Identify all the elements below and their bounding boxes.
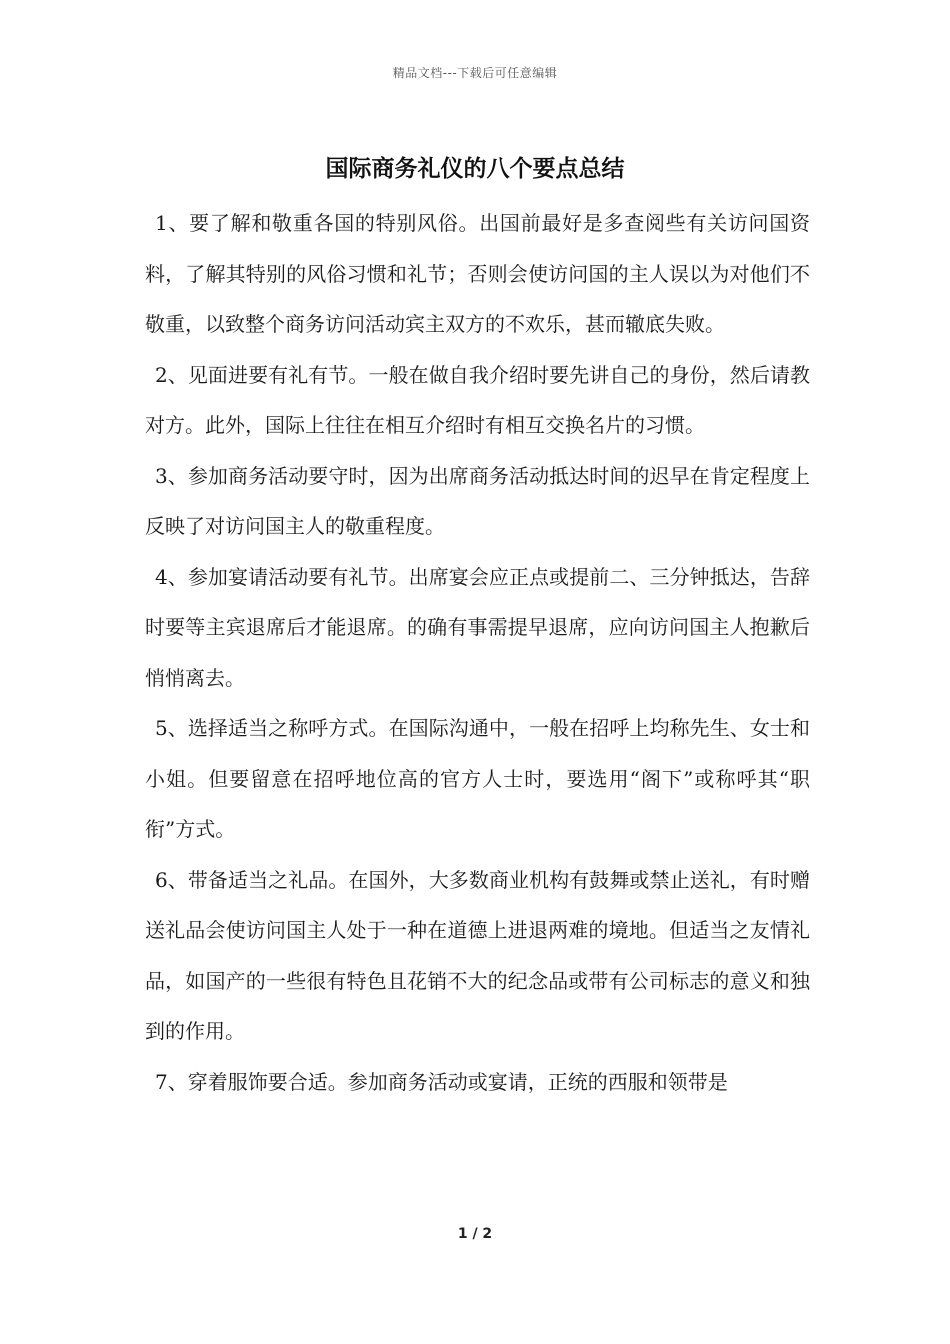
paragraph-6: 6、带备适当之礼品。在国外，大多数商业机构有鼓舞或禁止送礼，有时赠送礼品会使访问国主人处于一种在道德上进退两难的境地。但适当之友情礼品，如国产的一些很有特色且花销不大的纪念品或带有公司标志的意义和独到的作用。 xyxy=(145,867,810,1043)
paragraph-7: 7、穿着服饰要合适。参加商务活动或宴请，正统的西服和领带是 xyxy=(155,1069,728,1094)
paragraph-4: 4、参加宴请活动要有礼节。出席宴会应正点或提前二、三分钟抵达，告辞时要等主宾退席后才能退席。的确有事需提早退席，应向访问国主人抱歉后悄悄离去。 xyxy=(145,564,810,690)
document-body xyxy=(145,198,810,1107)
paragraph-5: 5、选择适当之称呼方式。在国际沟通中，一般在招呼上均称先生、女士和小姐。但要留意在招呼地位高的官方人士时，要选用“阁下”或称呼其“职衔”方式。 xyxy=(145,716,810,841)
paragraph-1: 1、要了解和敬重各国的特别风俗。出国前最好是多查阅些有关访问国资料，了解其特别的风俗习惯和礼节；否则会使访问国的主人误以为对他们不敬重，以致整个商务访问活动宾主双方的不欢乐，甚而辙底失败。 xyxy=(145,211,810,336)
paragraph-3: 3、参加商务活动要守时，因为出席商务活动抵达时间的迟早在肯定程度上反映了对访问国主人的敬重程度。 xyxy=(145,463,810,538)
document-title: 国际商务礼仪的八个要点总结 xyxy=(325,155,625,182)
page-number: 1 / 2 xyxy=(457,1226,493,1242)
page-header: 精品文档---下载后可任意编辑 xyxy=(392,66,558,80)
paragraph-2: 2、见面进要有礼有节。一般在做自我介绍时要先讲自己的身份，然后请教对方。此外，国际上往往在相互介绍时有相互交换名片的习惯。 xyxy=(145,362,810,437)
